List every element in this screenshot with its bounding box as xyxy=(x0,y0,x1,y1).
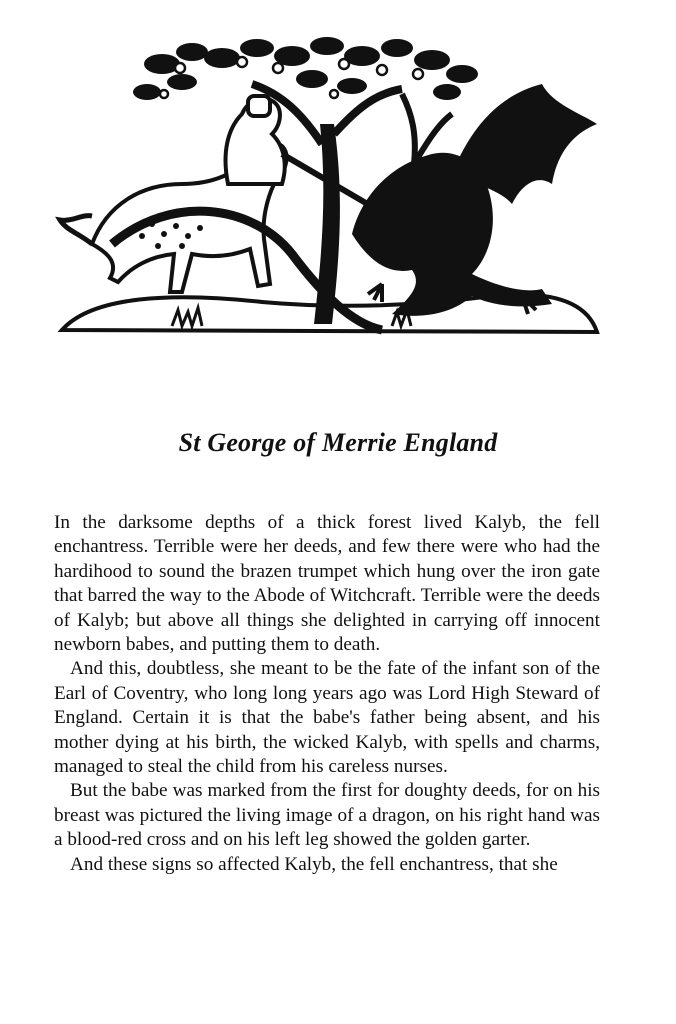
paragraph-3: But the babe was marked from the first for doughty deeds, for on his breast was pictured the living image of a dragon, on his right hand was a blood-red cross and on his left leg showed the golden garter. xyxy=(54,780,600,851)
paragraph-4: And these signs so affected Kalyb, the fell enchantress, that she xyxy=(70,853,558,875)
paragraph-2: And this, doubtless, she meant to be the fate of the infant son of the Earl of Coventry, who long long years ago was Lord High Steward of England. Certain it is that the babe's father being absent, and his mother dying at his birth, the wicked Kalyb, with spells and charms, managed to steal the child from his careless nurses. xyxy=(54,658,600,778)
knight-and-dragon-woodcut-icon xyxy=(52,34,604,338)
story-text xyxy=(54,511,600,877)
paragraph-1: In the darksome depths of a thick forest lived Kalyb, the fell enchantress. Terrible were her deeds, and few there were who had the hardihood to sound the brazen trumpet which hung over the iron gate that barred the way to the Abode of Witchcraft. Terrible were the deeds of Kalyb; but above all things she delighted in carrying off innocent newborn babes, and putting them to death. xyxy=(54,512,600,656)
story-title: St George of Merrie England xyxy=(178,428,498,457)
